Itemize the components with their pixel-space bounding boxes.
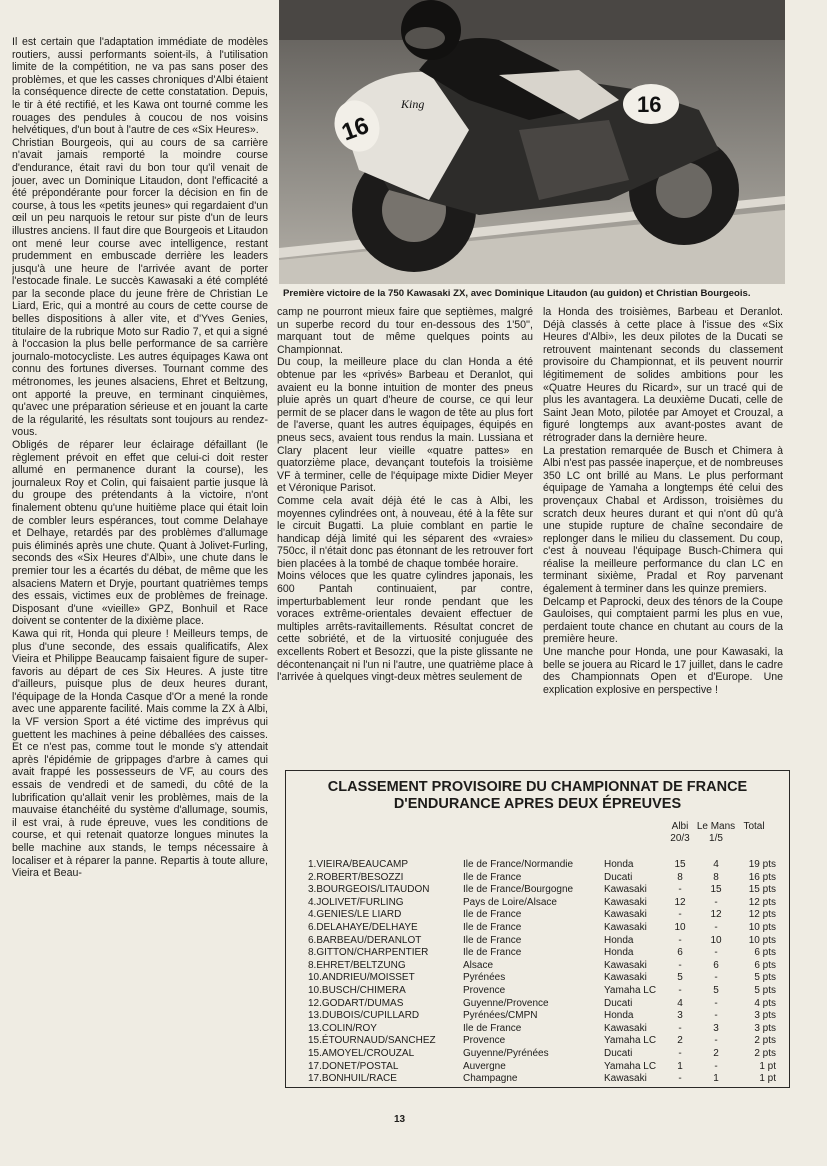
article-column-3 (543, 306, 783, 756)
le-mans-points: 15 (710, 884, 722, 896)
paragraph: la Honda des troisièmes, Barbeau et Deranlot. Déjà classés à cette place à l'issue des «Six Heures d'Albi», les deux pilotes de la Ducati se retrouvent maintenant seconds du classement provisoire du Championnat, et ils peuvent nourrir légitimement de solides ambitions pour les «Quatre Heures du Ricard», sur un tracé qui de plus les avantagera. La deuxième Ducati, celle de Saint Jean Moto, pilotée par Amoyet et Crouzal, a figuré longtemps aux avant-postes avant de rétrograder dans la dernière heure. (543, 306, 783, 444)
total-points: 10 pts (748, 934, 776, 946)
le-mans-points: - (714, 947, 718, 959)
le-mans-points: 4 (713, 859, 719, 870)
paragraph: Une manche pour Honda, une pour Kawasaki, la belle se jouera au Ricard le 17 juillet, dans le cadre des Championnats Open et d'Europe. Une explication explosive en perspective ! (543, 646, 783, 696)
total-points: 19 pts (748, 859, 776, 870)
team-marque: Yamaha LC (604, 984, 657, 996)
team-marque: Yamaha LC (604, 1060, 657, 1072)
race-photo (279, 0, 785, 284)
team-region: Ile de France (463, 934, 522, 946)
paragraph: Obligés de réparer leur éclairage défaillant (le règlement prévoit en effet que celui-ci doit rester allumé en permanence durant la course), les journaleux Roy et Colin, qui faisaient partie jusque là du groupe des prétendants à la victoire, n'ont finalement obtenu qu'une huitième place qui était loin de combler leurs espérances, tout comme Delahaye et Delhaye, retardés par des problèmes d'allumage puis éliminés après une chute. Quant à Jolivet-Furling, seconds des «Six Heures d'Albi», une chute dans le premier tour les a écartés du débat, de même que les alsaciens Matern et Dryje, pourtant quatrièmes temps des essais, victimes eux de problèmes de freinage. Disposant d'une «vieille» GPZ, Bonhuil et Race doivent se contenter de la dixième place. (12, 439, 268, 628)
albi-points: 10 (674, 921, 686, 933)
team-name: 3.BOURGEOIS/LITAUDON (308, 884, 430, 896)
team-region: Ile de France (463, 909, 522, 921)
team-name: 15.AMOYEL/CROUZAL (308, 1047, 415, 1059)
total-points: 3 pts (754, 1010, 776, 1022)
le-mans-date: 1/5 (709, 833, 723, 844)
table-row (286, 1061, 789, 1074)
team-region: Champagne (463, 1073, 518, 1085)
team-marque: Honda (604, 1010, 634, 1022)
table-row (286, 909, 789, 922)
total-points: 6 pts (754, 959, 776, 971)
le-mans-points: 12 (710, 909, 722, 921)
team-region: Ile de France (463, 921, 522, 933)
albi-points: - (678, 1073, 682, 1085)
article-column-2 (277, 306, 533, 756)
team-marque: Kawasaki (604, 1022, 647, 1034)
team-name: 10.BUSCH/CHIMERA (308, 984, 406, 996)
paragraph: Comme cela avait déjà été le cas à Albi, les moyennes cylindrées ont, à nouveau, été à la fête sur le circuit Bugatti. La pluie comblant en partie le handicap déjà limité qui les séparent des «vraies» 750cc, il n'était donc pas étonnant de les retrouver fort bien placées à la tombé de chaque tombée horaire. (277, 494, 533, 570)
column-header-total: Total (743, 821, 765, 832)
team-marque: Ducati (604, 1047, 633, 1059)
table-row (286, 1048, 789, 1061)
column-header-albi (664, 821, 696, 845)
team-region: Guyenne/Provence (463, 997, 549, 1009)
team-region: Ile de France (463, 947, 522, 959)
team-region: Ile de France (463, 871, 522, 883)
photo-caption: Première victoire de la 750 Kawasaki ZX, avec Dominique Litaudon (au guidon) et Christian Bourgeois. (283, 288, 751, 299)
column-header-le-mans (696, 821, 736, 845)
albi-points: - (678, 984, 682, 996)
standings-table (285, 770, 790, 1088)
albi-points: - (678, 1022, 682, 1034)
total-points: 1 pt (759, 1060, 776, 1072)
team-name: 4.JOLIVET/FURLING (308, 896, 404, 908)
table-row (286, 859, 789, 872)
motorcycle-illustration (279, 0, 785, 284)
albi-points: - (678, 1047, 682, 1059)
team-region: Ile de France (463, 1022, 522, 1034)
team-name: 17.BONHUIL/RACE (308, 1073, 397, 1085)
albi-points: - (678, 884, 682, 896)
team-name: 6.DELAHAYE/DELHAYE (308, 921, 418, 933)
team-marque: Kawasaki (604, 909, 647, 921)
albi-points: 6 (677, 947, 683, 959)
albi-date: 20/3 (670, 833, 690, 844)
le-mans-points: - (714, 1035, 718, 1047)
total-points: 12 pts (748, 909, 776, 921)
le-mans-points: 1 (713, 1073, 719, 1085)
table-row (286, 947, 789, 960)
table-row (286, 1023, 789, 1036)
total-points: 4 pts (754, 997, 776, 1009)
le-mans-points: 8 (713, 871, 719, 883)
team-name: 13.COLIN/ROY (308, 1022, 377, 1034)
team-name: 1.VIEIRA/BEAUCAMP (308, 859, 409, 870)
paragraph: La prestation remarquée de Busch et Chimera à Albi n'est pas passée inaperçue, et de nombreuses 350 LC ont brillé au Mans. Le plus performant équipage de Yamaha a longtemps été celui des provençaux Chabal et Ardisson, troisièmes du scratch deux heures durant et qui n'ont dû qu'à une stupide rupture de chaîne secondaire de replonger dans le milieu du classement. Du coup, c'est à nouveau l'équipage Busch-Chimera qui réalise la meilleure performance du clan LC en terminant sixième, Pradal et Roy parvenant également à terminer dans les quinze premiers. (543, 444, 783, 596)
le-mans-points: 3 (713, 1022, 719, 1034)
total-points: 5 pts (754, 984, 776, 996)
le-mans-points: 2 (713, 1047, 719, 1059)
total-points: 12 pts (748, 896, 776, 908)
total-points: 15 pts (748, 884, 776, 896)
rear-number: 16 (637, 92, 662, 117)
total-points: 2 pts (754, 1047, 776, 1059)
team-name: 2.ROBERT/BESOZZI (308, 871, 404, 883)
team-name: 4.GENIES/LE LIARD (308, 909, 402, 921)
le-mans-points: 10 (710, 934, 722, 946)
paragraph: camp ne pourront mieux faire que septièmes, malgré un superbe record du tour en-dessous des 1'50'', marquant tout de même quelques points au Championnat. (277, 306, 533, 356)
le-mans-points: - (714, 972, 718, 984)
total-points: 6 pts (754, 947, 776, 959)
table-title (286, 779, 789, 813)
team-marque: Kawasaki (604, 959, 647, 971)
albi-points: 4 (677, 997, 683, 1009)
team-region: Pyrénées/CMPN (463, 1010, 538, 1022)
albi-points: 12 (674, 896, 686, 908)
team-marque: Honda (604, 934, 634, 946)
table-row (286, 998, 789, 1011)
paragraph: Du coup, la meilleure place du clan Honda a été obtenue par les «privés» Barbeau et Deranlot, qui avaient eu la bonne intuition de monter des pneus pluie après un quart d'heure de course, ce qui leur permit de se placer dans le wagon de tête au plus fort de l'averse, quant les autres équipages, équipés en pneus secs, avaient tous rendus la main. Lussiana et Clary placent leur vieille «quatre pattes» en quatorzième place, devançant toutefois la troisième VF à terminer, celle de l'équipage mixte Didier Meyer et Véronique Parisot. (277, 356, 533, 495)
table-row (286, 1073, 789, 1086)
team-marque: Honda (604, 947, 634, 959)
sponsor-logo: King (401, 97, 425, 111)
albi-points: 1 (677, 1060, 683, 1072)
albi-points: 3 (677, 1010, 683, 1022)
paragraph: Delcamp et Paprocki, deux des ténors de la Coupe Gauloises, qui comptaient parmi les plus en vue, perdaient toute chance en chutant au cours de la première heure. (543, 595, 783, 646)
team-marque: Ducati (604, 997, 633, 1009)
table-row (286, 960, 789, 973)
team-region: Pyrénées (463, 972, 506, 984)
front-number: 16 (338, 112, 373, 147)
team-marque: Kawasaki (604, 1073, 647, 1085)
team-region: Provence (463, 984, 506, 996)
team-region: Ile de France/Normandie (463, 859, 574, 870)
article-column-1 (12, 36, 268, 1092)
paragraph: Kawa qui rit, Honda qui pleure ! Meilleurs temps, de plus d'une seconde, des essais qualificatifs, Alex Vieira et Philippe Beaucamp faisaient figure de super-favoris au départ de ces Six Heures. A juste titre d'ailleurs, puisque plus de deux heures durant, l'équipage de la Honda Casque d'Or a mené la ronde avec une apparente facilité. Mais comme la ZX à Albi, la VF version Sport a été victime des imprévus qui guettent les machines à peine déballées des caisses. Et ce n'est pas, comme tout le monde s'y attendait après l'épidémie de grippages d'arbre à cames qui avait frappé les possesseurs de VF, au cours des essais de vendredi et de samedi, du côté de la lubrification qu'allait venir les problèmes, mais de la mauvaise étanchéité du système d'allumage, soumis, il est vrai, à rude épreuve, vues les conditions de course, et qui retenait quatorze longues minutes la belle machine aux stands, le temps nécessaire à localiser et à réparer la panne. Repartis à toute allure, Vieira et Beau- (12, 627, 268, 880)
team-region: Provence (463, 1035, 506, 1047)
total-points: 16 pts (748, 871, 776, 883)
table-row (286, 1035, 789, 1048)
paragraph: Moins véloces que les quatre cylindres japonais, les 600 Pantah continuaient, par contre, imperturbablement leur ronde pendant que les voraces extrême-orientales devaient effectuer de multiples arrêts-ravitaillements. Résultat concret de cette sobriété, et de la virtuosité conjuguée des excellents Robert et Besozzi, que la piste glissante ne décontenançait ni l'un ni l'autre, une quatrième place à l'arrivée à quelques vingt-deux mètres seulement de (277, 570, 533, 684)
team-name: 17.DONET/POSTAL (308, 1060, 399, 1072)
team-marque: Kawasaki (604, 921, 647, 933)
table-row (286, 935, 789, 948)
total-points: 10 pts (748, 921, 776, 933)
team-name: 8.GITTON/CHARPENTIER (308, 947, 429, 959)
team-name: 8.EHRET/BELTZUNG (308, 959, 406, 971)
table-row (286, 872, 789, 885)
le-mans-points: - (714, 997, 718, 1009)
team-marque: Ducati (604, 871, 633, 883)
le-mans-points: - (714, 1010, 718, 1022)
team-name: 15.ÉTOURNAUD/SANCHEZ (308, 1035, 436, 1047)
table-rows (286, 859, 789, 1086)
albi-points: - (678, 934, 682, 946)
table-row (286, 1010, 789, 1023)
team-marque: Kawasaki (604, 884, 647, 896)
total-points: 5 pts (754, 972, 776, 984)
team-region: Auvergne (463, 1060, 506, 1072)
team-marque: Yamaha LC (604, 1035, 657, 1047)
table-row (286, 897, 789, 910)
table-row (286, 985, 789, 998)
team-region: Ile de France/Bourgogne (463, 884, 574, 896)
paragraph: Christian Bourgeois, qui au cours de sa carrière n'avait jamais remporté la moindre course d'endurance, était ravi du bon tour qu'il venait de jouer, avec un Dominique Litaudon, dont l'efficacité a été prépondérante pour forcer la décision en fin de course, à tous les «petits jeunes» qui regardaient d'un œil un peu narquois le retour sur piste d'un de leurs illustres anciens. Il faut dire que Bourgeois et Litaudon ont mené leur course avec intelligence, restant prudemment en embuscade derrière les leaders jusqu'à une heure de l'arrivée avant de porter l'estocade finale. Le succès Kawasaki a été complété par la seconde place du jeune frère de Christian Le Liard, Eric, qui a montré au cours de cette course de belles dispositions à aller vite, et d'Yves Genies, titulaire de la rubrique Moto sur Radio 7, et qui a signé à l'occasion la plus belle performance de sa carrière journalo-motocycliste. Les autres équipages Kawa ont connu des fortunes diverses. Tournant comme des métronomes, les jeunes alsaciens, Ehret et Beltzung, ont apporté la preuve, en terminant cinquièmes, qu'avec une préparation sérieuse et en jouant la carte de la régularité, les résultats sont toujours au rendez-vous. (12, 136, 268, 439)
team-region: Pays de Loire/Alsace (463, 896, 557, 908)
le-mans-points: - (714, 921, 718, 933)
team-marque: Kawasaki (604, 896, 647, 908)
team-region: Alsace (463, 959, 494, 971)
page-number: 13 (394, 1114, 406, 1125)
le-mans-label: Le Mans (696, 821, 736, 832)
albi-points: 5 (677, 972, 683, 984)
team-name: 13.DUBOIS/CUPILLARD (308, 1010, 420, 1022)
team-region: Guyenne/Pyrénées (463, 1047, 549, 1059)
albi-points: - (678, 909, 682, 921)
table-row (286, 972, 789, 985)
team-marque: Honda (604, 859, 634, 870)
albi-label: Albi (671, 821, 689, 832)
albi-points: - (678, 959, 682, 971)
table-title-line-2: D'ENDURANCE APRES DEUX ÉPREUVES (393, 796, 682, 812)
table-row (286, 884, 789, 897)
total-points: 3 pts (754, 1022, 776, 1034)
total-points: 2 pts (754, 1035, 776, 1047)
albi-points: 8 (677, 871, 683, 883)
team-name: 6.BARBEAU/DERANLOT (308, 934, 422, 946)
albi-points: 15 (674, 859, 686, 870)
team-marque: Kawasaki (604, 972, 647, 984)
total-points: 1 pt (759, 1073, 776, 1085)
le-mans-points: 5 (713, 984, 719, 996)
le-mans-points: - (714, 1060, 718, 1072)
table-title-line-1: CLASSEMENT PROVISOIRE DU CHAMPIONNAT DE FRANCE (327, 779, 748, 795)
le-mans-points: 6 (713, 959, 719, 971)
team-name: 12.GODART/DUMAS (308, 997, 404, 1009)
le-mans-points: - (714, 896, 718, 908)
albi-points: 2 (677, 1035, 683, 1047)
paragraph: Il est certain que l'adaptation immédiate de modèles routiers, aussi performants soient-ils, à l'utilisation limite de la compétition, ne va pas sans poser des problèmes, et que les casses chroniques d'Albi étaient la conséquence directe de cette constatation. Depuis, le tir à été rectifié, et les Kawa ont tourné comme les rouages des pendules à coucou de nos voisins helvétiques, d'un bout à l'autre de ces «Six Heures». (12, 36, 268, 137)
table-row (286, 922, 789, 935)
team-name: 10.ANDRIEU/MOISSET (308, 972, 415, 984)
